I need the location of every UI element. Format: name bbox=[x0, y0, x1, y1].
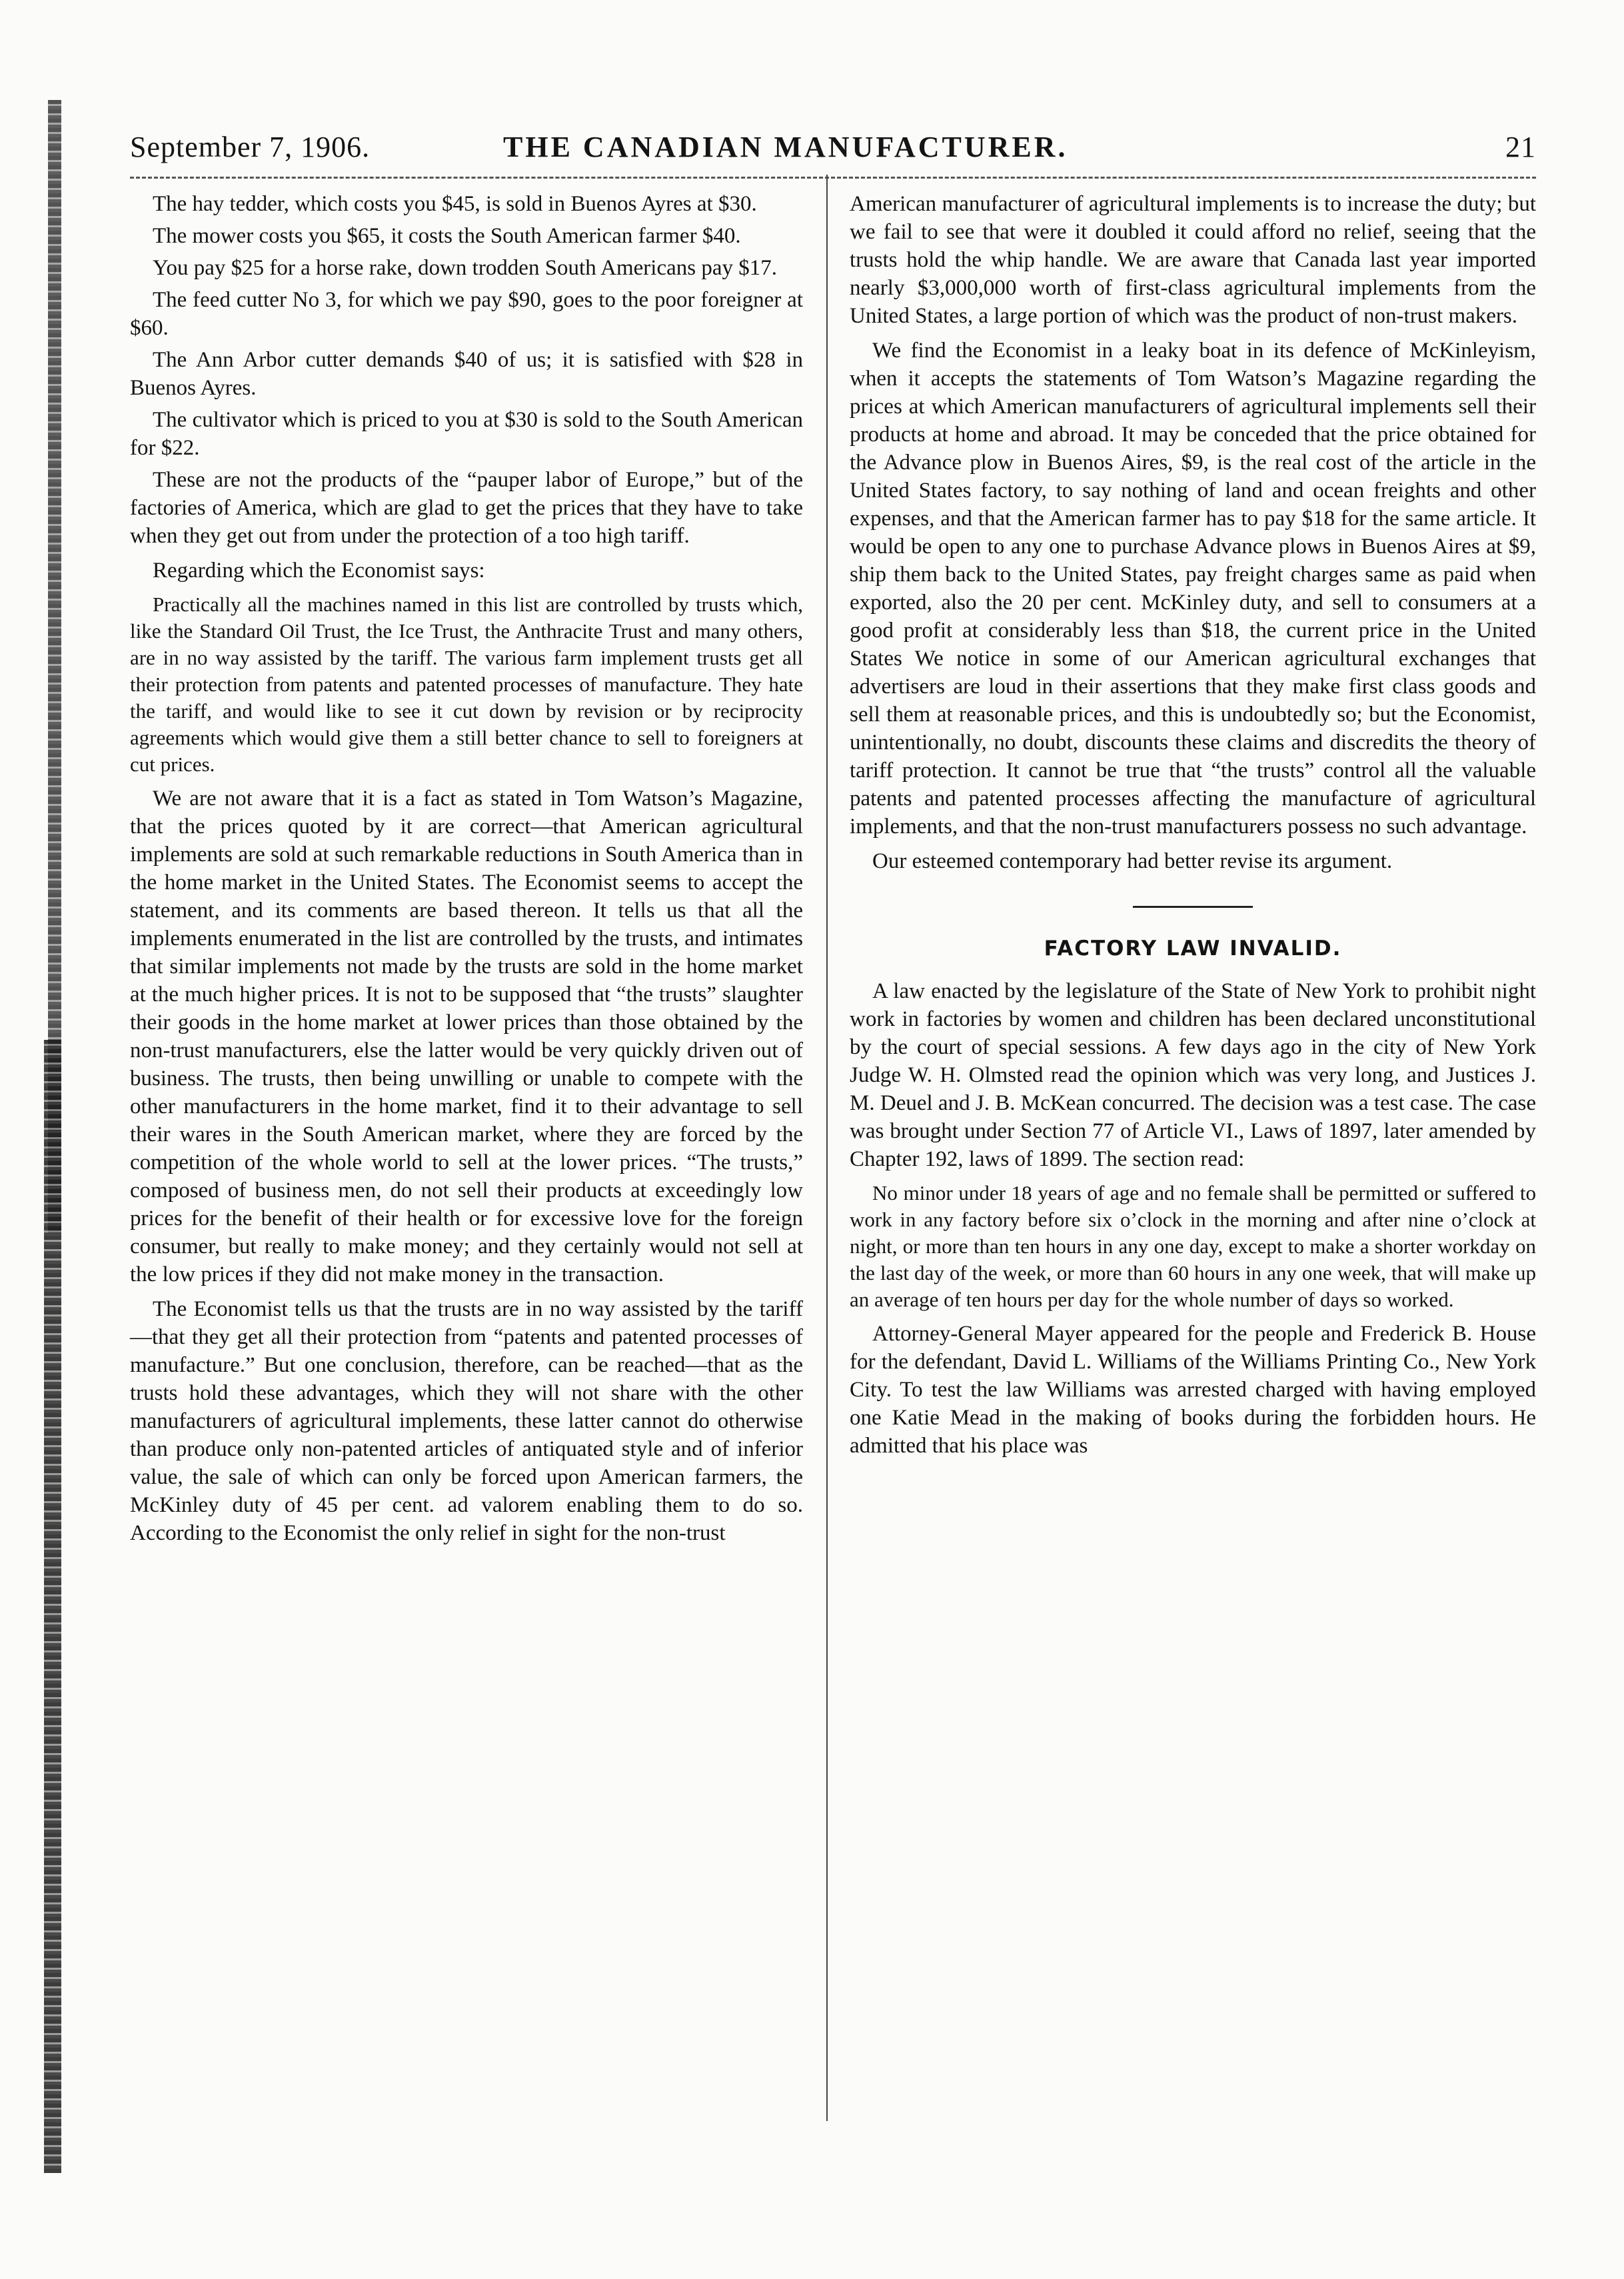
continued-paragraph: American manufacturer of agricultural implements is to increase the duty; but we fail to see that were it doubled it could afford no relief, seeing that the trusts hold the whip handle. We are aware that Canada last year imported nearly $3,000,000 worth of first-class agricultural implements from the United States, a large portion of which was the product of non-trust makers. bbox=[850, 192, 1536, 328]
column-divider bbox=[826, 175, 828, 2121]
list-item: The hay tedder, which costs you $45, is sold in Buenos Ayres at $30. bbox=[153, 192, 757, 216]
right-column bbox=[850, 190, 1536, 1466]
body-paragraph: Our esteemed contemporary had better revise its argument. bbox=[872, 849, 1393, 873]
list-item: You pay $25 for a horse rake, down trodden South Americans pay $17. bbox=[153, 256, 777, 280]
list-item: The Ann Arbor cutter demands $40 of us; it is satisfied with $28 in Buenos Ayres. bbox=[130, 348, 803, 400]
quote-intro: Regarding which the Economist says: bbox=[153, 559, 485, 583]
issue-date: September 7, 1906. bbox=[130, 131, 371, 163]
economist-quote: Practically all the machines named in this list are controlled by trusts which, like the Standard Oil Trust, the Ice Trust, the Anthracite Trust and many others, are in no way assisted by the tariff. The various farm implement trusts get all their protection from patents and patented processes of manufacture. They hate the tariff, and would like to see it cut down by revision or by reciprocity agreements which would give them a still better chance to sell to foreigners at cut prices. bbox=[130, 593, 803, 776]
section-separator bbox=[1133, 906, 1253, 908]
body-paragraph: Attorney-General Mayer appeared for the people and Frederick B. House for the defendant, David L. Williams of the Williams Printing Co., New York City. To test the law Williams was arrested charged with having employed one Katie Mead in the making of books during the forbidden hours. He admitted that his place was bbox=[850, 1322, 1536, 1458]
masthead-title: THE CANADIAN MANUFACTURER. bbox=[503, 131, 1068, 163]
article-heading: FACTORY LAW INVALID. bbox=[1044, 937, 1342, 961]
body-paragraph: A law enacted by the legislature of the State of New York to prohibit night work in factories by women and children has been declared unconstitutional by the court of special sessions. A few days ago in the city of New York Judge W. H. Olmsted read the opinion which was very long, and Justices J. M. Deuel and J. B. McKean concurred. The decision was a test case. The case was brought under Section 77 of Article VI., Laws of 1897, later amended by Chapter 192, laws of 1899. The section read: bbox=[850, 979, 1536, 1171]
list-item: The mower costs you $65, it costs the South American farmer $40. bbox=[153, 224, 741, 248]
list-item: These are not the products of the “pauper labor of Europe,” but of the factories of America, which are glad to get the prices that they have to take when they get out from under the protection of a too high tariff. bbox=[130, 468, 803, 548]
binding-edge-mark-lower bbox=[44, 1040, 61, 2173]
list-item: The feed cutter No 3, for which we pay $90, goes to the poor foreigner at $60. bbox=[130, 288, 803, 340]
statute-quote: No minor under 18 years of age and no female shall be permitted or suffered to work in any factory before six o’clock in the morning and after nine o’clock at night, or more than ten hours in any one day, except to make a shorter workday on the last day of the week, or more than 60 hours in any one week, that will make up an average of ten hours per day for the whole number of days so worked. bbox=[850, 1181, 1536, 1311]
header-rule bbox=[130, 177, 1536, 179]
body-paragraph: We find the Economist in a leaky boat in its defence of McKinleyism, when it accepts the statements of Tom Watson’s Magazine regarding the prices at which American manufacturers of agricultural implements sell their products at home and abroad. It may be conceded that the price obtained for the Advance plow in Buenos Aires, $9, is the real cost of the article in the United States factory, to say nothing of land and ocean freights and other expenses, and that the American farmer has to pay $18 for the same article. It would be open to any one to purchase Advance plows in Buenos Aires at $9, ship them back to the United States, pay freight charges same as paid when exported, also the 20 per cent. McKinley duty, and sell to consumers at a good profit at considerably less than $18, the current price in the United States We notice in some of our American agricultural exchanges that advertisers are loud in their assertions that they make first class goods and sell them at reasonable prices, and this is undoubtedly so; but the Economist, unintentionally, no doubt, discounts these claims and discredits the theory of tariff protection. It cannot be true that “the trusts” control all the valuable patents and patented processes affecting the manufacture of agricultural implements, and that the non-trust manufacturers possess no such advantage. bbox=[850, 339, 1536, 839]
body-paragraph: We are not aware that it is a fact as stated in Tom Watson’s Magazine, that the prices quoted by it are correct—that American agricultural implements are sold at such remarkable reductions in South America than in the home market in the United States. The Economist seems to accept the statement, and its comments are based thereon. It tells us that all the implements enumerated in the list are controlled by the trusts, and intimates that similar implements not made by the trusts are sold in the home market at the much higher prices. It is not to be supposed that “the trusts” slaughter their goods in the home market at lower prices than those obtained by the non-trust manufacturers, else the latter would be very quickly driven out of business. The trusts, then being unwilling or unable to compete with the other manufacturers in the home market, find it to their advantage to sell their wares in the South American market, where they are forced by the competition of the whole world to sell at the lower prices. “The trusts,” composed of business men, do not sell their products at exceedingly low prices for the benefit of their health or for excessive love for the foreign consumer, but really to make money; and they certainly would not sell at the low prices if they did not make money in the transaction. bbox=[130, 787, 803, 1286]
list-item: The cultivator which is priced to you at $30 is sold to the South American for $22. bbox=[130, 408, 803, 460]
body-paragraph: The Economist tells us that the trusts are in no way assisted by the tariff—that they get all their protection from “patents and patented processes of manufacture.” But one conclusion, therefore, can be reached—that as the trusts hold these advantages, which they will not share with the other manufacturers of agricultural implements, these latter cannot do otherwise than produce only non-patented articles of antiquated style and of inferior value, the sale of which can only be forced upon American farmers, the McKinley duty of 45 per cent. ad valorem enabling them to do so. According to the Economist the only relief in sight for the non-trust bbox=[130, 1297, 803, 1545]
page-header bbox=[130, 130, 1536, 170]
page-number: 21 bbox=[1505, 131, 1536, 163]
left-column bbox=[130, 190, 803, 1554]
